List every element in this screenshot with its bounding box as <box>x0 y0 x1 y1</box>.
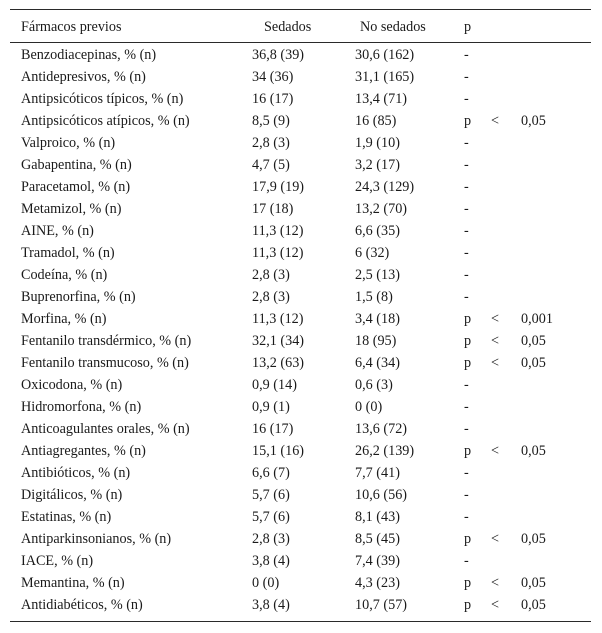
p-marker: - <box>464 245 469 261</box>
sedados-value: 11,3 (12) <box>252 245 304 261</box>
table-row <box>0 44 602 66</box>
p-marker: - <box>464 201 469 217</box>
table-row <box>0 528 602 550</box>
table-row <box>0 418 602 440</box>
p-operator: < <box>491 531 500 547</box>
p-marker: - <box>464 179 469 195</box>
p-operator: < <box>491 575 500 591</box>
drug-name: Antipsicóticos típicos, % (n) <box>21 91 184 107</box>
no-sedados-value: 6,6 (35) <box>355 223 400 239</box>
sedados-value: 3,8 (4) <box>252 553 290 569</box>
table-row <box>0 220 602 242</box>
p-marker: - <box>464 91 469 107</box>
table-row <box>0 242 602 264</box>
sedados-value: 2,8 (3) <box>252 135 290 151</box>
no-sedados-value: 7,4 (39) <box>355 553 400 569</box>
no-sedados-value: 0,6 (3) <box>355 377 393 393</box>
table-row <box>0 594 602 616</box>
no-sedados-value: 16 (85) <box>355 113 397 129</box>
p-value: 0,001 <box>521 311 553 327</box>
sedados-value: 15,1 (16) <box>252 443 305 459</box>
sedados-value: 0,9 (1) <box>252 399 290 415</box>
no-sedados-value: 3,4 (18) <box>355 311 400 327</box>
p-marker: p <box>464 531 472 547</box>
p-operator: < <box>491 443 500 459</box>
sedados-value: 32,1 (34) <box>252 333 305 349</box>
drug-name: Digitálicos, % (n) <box>21 487 123 503</box>
sedados-value: 16 (17) <box>252 421 294 437</box>
p-marker: p <box>464 597 472 613</box>
p-operator: < <box>491 333 500 349</box>
p-marker: - <box>464 377 469 393</box>
sedados-value: 17,9 (19) <box>252 179 305 195</box>
table-row <box>0 374 602 396</box>
table-row <box>0 572 602 594</box>
drug-name: Hidromorfona, % (n) <box>21 399 142 415</box>
header-sedados: Sedados <box>264 19 312 35</box>
sedados-value: 0 (0) <box>252 575 280 591</box>
drug-name: Metamizol, % (n) <box>21 201 122 217</box>
drug-name: Memantina, % (n) <box>21 575 125 591</box>
sedados-value: 4,7 (5) <box>252 157 290 173</box>
no-sedados-value: 24,3 (129) <box>355 179 415 195</box>
p-marker: - <box>464 289 469 305</box>
drug-name: Benzodiacepinas, % (n) <box>21 47 157 63</box>
drug-name: Buprenorfina, % (n) <box>21 289 136 305</box>
drug-name: Morfina, % (n) <box>21 311 107 327</box>
drug-name: Anticoagulantes orales, % (n) <box>21 421 190 437</box>
no-sedados-value: 1,9 (10) <box>355 135 400 151</box>
table-row <box>0 154 602 176</box>
p-marker: - <box>464 465 469 481</box>
drug-name: Antidiabéticos, % (n) <box>21 597 143 613</box>
no-sedados-value: 10,7 (57) <box>355 597 408 613</box>
header-p: p <box>464 19 472 35</box>
drug-name: Paracetamol, % (n) <box>21 179 131 195</box>
p-marker: - <box>464 135 469 151</box>
header-rule <box>10 42 591 43</box>
p-value: 0,05 <box>521 355 546 371</box>
drug-name: Antibióticos, % (n) <box>21 465 131 481</box>
sedados-value: 8,5 (9) <box>252 113 290 129</box>
drug-name: Antidepresivos, % (n) <box>21 69 146 85</box>
no-sedados-value: 10,6 (56) <box>355 487 408 503</box>
no-sedados-value: 13,6 (72) <box>355 421 408 437</box>
table-row <box>0 308 602 330</box>
no-sedados-value: 2,5 (13) <box>355 267 400 283</box>
sedados-value: 5,7 (6) <box>252 509 290 525</box>
p-marker: p <box>464 575 472 591</box>
drug-name: Fentanilo transdérmico, % (n) <box>21 333 192 349</box>
drug-name: Valproico, % (n) <box>21 135 116 151</box>
sedados-value: 5,7 (6) <box>252 487 290 503</box>
sedados-value: 6,6 (7) <box>252 465 290 481</box>
sedados-value: 13,2 (63) <box>252 355 305 371</box>
table-row <box>0 440 602 462</box>
p-marker: p <box>464 443 472 459</box>
p-marker: p <box>464 113 472 129</box>
drug-name: Codeína, % (n) <box>21 267 108 283</box>
no-sedados-value: 4,3 (23) <box>355 575 400 591</box>
p-marker: p <box>464 311 472 327</box>
table-row <box>0 110 602 132</box>
no-sedados-value: 26,2 (139) <box>355 443 415 459</box>
bottom-rule <box>10 621 591 622</box>
table-header <box>0 16 602 38</box>
drug-name: IACE, % (n) <box>21 553 94 569</box>
no-sedados-value: 13,4 (71) <box>355 91 408 107</box>
sedados-value: 2,8 (3) <box>252 531 290 547</box>
sedados-value: 2,8 (3) <box>252 267 290 283</box>
table-row <box>0 198 602 220</box>
drug-name: Antiparkinsonianos, % (n) <box>21 531 172 547</box>
no-sedados-value: 8,5 (45) <box>355 531 400 547</box>
table-row <box>0 352 602 374</box>
p-value: 0,05 <box>521 597 546 613</box>
no-sedados-value: 1,5 (8) <box>355 289 393 305</box>
p-operator: < <box>491 113 500 129</box>
p-marker: - <box>464 421 469 437</box>
sedados-value: 11,3 (12) <box>252 223 304 239</box>
sedados-value: 11,3 (12) <box>252 311 304 327</box>
sedados-value: 16 (17) <box>252 91 294 107</box>
p-marker: p <box>464 355 472 371</box>
no-sedados-value: 6,4 (34) <box>355 355 400 371</box>
drug-name: Antiagregantes, % (n) <box>21 443 146 459</box>
table-row <box>0 176 602 198</box>
p-operator: < <box>491 311 500 327</box>
no-sedados-value: 13,2 (70) <box>355 201 408 217</box>
no-sedados-value: 8,1 (43) <box>355 509 400 525</box>
no-sedados-value: 7,7 (41) <box>355 465 400 481</box>
sedados-value: 0,9 (14) <box>252 377 297 393</box>
no-sedados-value: 30,6 (162) <box>355 47 415 63</box>
p-marker: - <box>464 157 469 173</box>
p-value: 0,05 <box>521 333 546 349</box>
table-row <box>0 462 602 484</box>
drug-name: Fentanilo transmucoso, % (n) <box>21 355 189 371</box>
p-marker: - <box>464 69 469 85</box>
table-row <box>0 88 602 110</box>
drug-name: Oxicodona, % (n) <box>21 377 123 393</box>
p-value: 0,05 <box>521 531 546 547</box>
table-row <box>0 484 602 506</box>
table-row <box>0 506 602 528</box>
p-operator: < <box>491 597 500 613</box>
p-value: 0,05 <box>521 113 546 129</box>
drug-name: Tramadol, % (n) <box>21 245 115 261</box>
drug-name: Gabapentina, % (n) <box>21 157 132 173</box>
no-sedados-value: 18 (95) <box>355 333 397 349</box>
header-no-sedados: No sedados <box>360 19 426 35</box>
table-row <box>0 286 602 308</box>
sedados-value: 36,8 (39) <box>252 47 305 63</box>
p-marker: - <box>464 399 469 415</box>
p-marker: p <box>464 333 472 349</box>
sedados-value: 34 (36) <box>252 69 294 85</box>
p-marker: - <box>464 553 469 569</box>
table-row <box>0 264 602 286</box>
header-farmacos: Fármacos previos <box>21 19 122 35</box>
no-sedados-value: 31,1 (165) <box>355 69 415 85</box>
table-row <box>0 396 602 418</box>
p-value: 0,05 <box>521 443 546 459</box>
drug-name: Estatinas, % (n) <box>21 509 112 525</box>
table-row <box>0 330 602 352</box>
top-rule <box>10 9 591 10</box>
p-marker: - <box>464 509 469 525</box>
table-row <box>0 66 602 88</box>
p-marker: - <box>464 267 469 283</box>
no-sedados-value: 6 (32) <box>355 245 390 261</box>
table-row <box>0 550 602 572</box>
p-value: 0,05 <box>521 575 546 591</box>
p-marker: - <box>464 487 469 503</box>
p-marker: - <box>464 223 469 239</box>
drug-name: AINE, % (n) <box>21 223 94 239</box>
table-row <box>0 132 602 154</box>
no-sedados-value: 3,2 (17) <box>355 157 400 173</box>
sedados-value: 17 (18) <box>252 201 294 217</box>
sedados-value: 2,8 (3) <box>252 289 290 305</box>
no-sedados-value: 0 (0) <box>355 399 383 415</box>
p-marker: - <box>464 47 469 63</box>
sedados-value: 3,8 (4) <box>252 597 290 613</box>
p-operator: < <box>491 355 500 371</box>
drug-name: Antipsicóticos atípicos, % (n) <box>21 113 190 129</box>
